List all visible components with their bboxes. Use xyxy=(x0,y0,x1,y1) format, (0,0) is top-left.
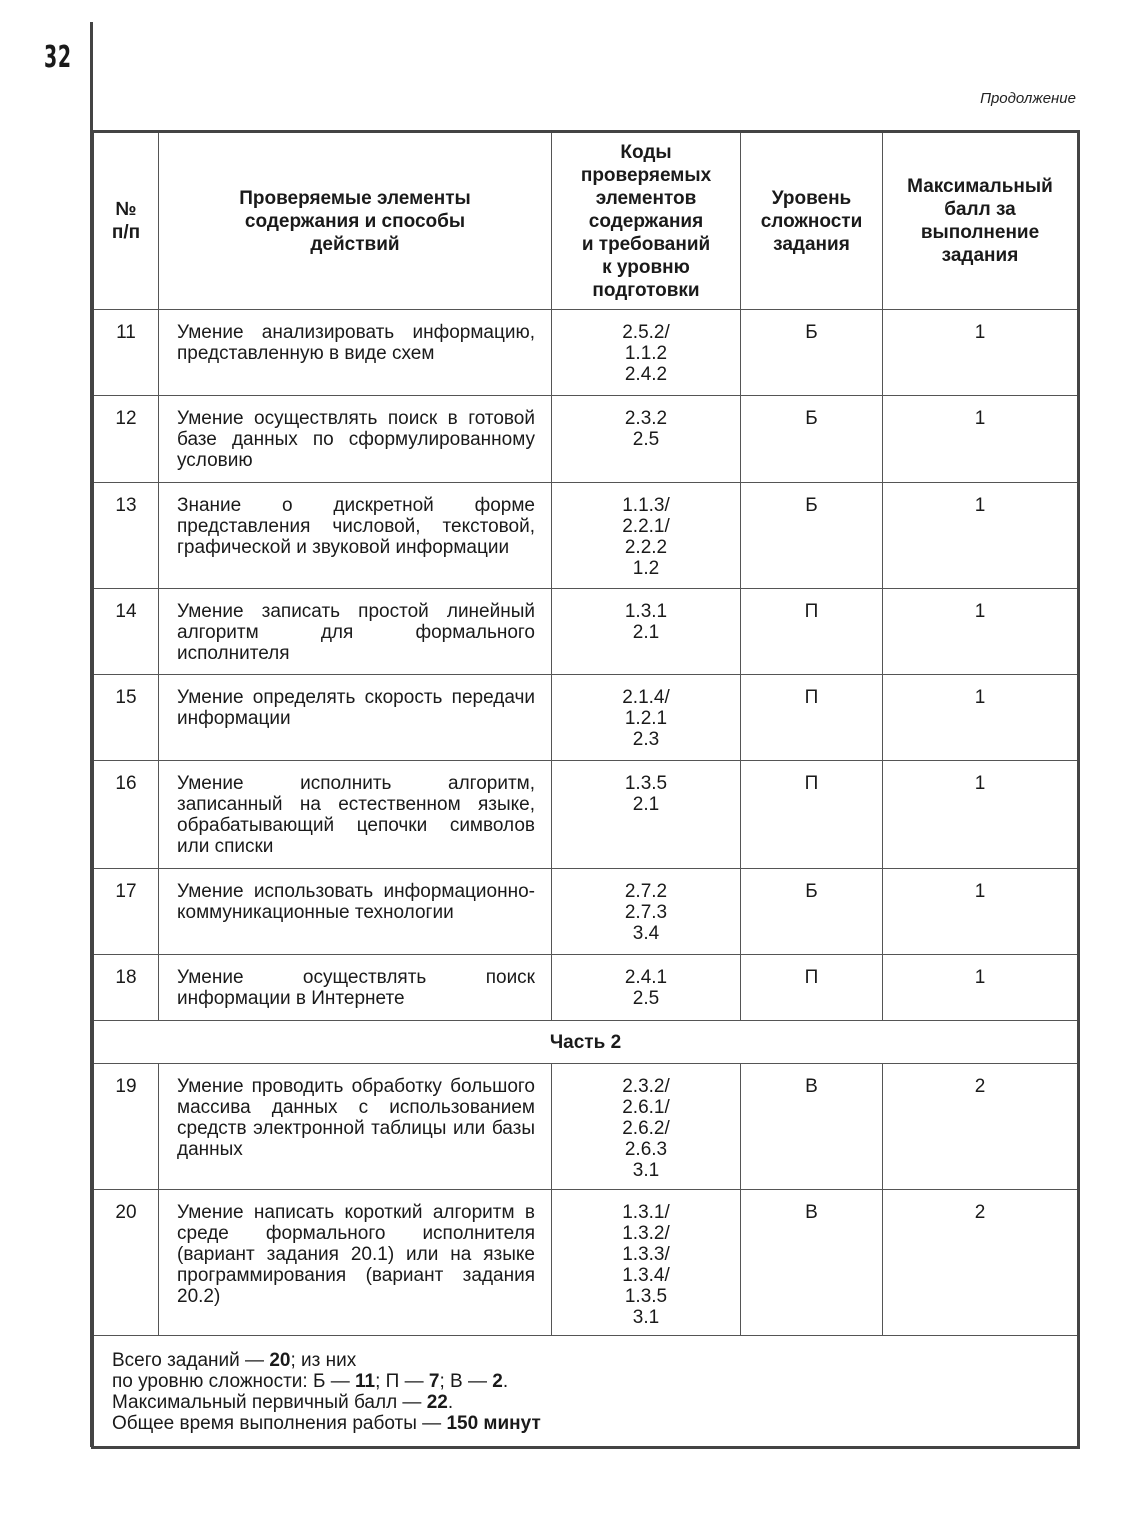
table-row xyxy=(93,589,1079,675)
code-line: 1.3.3/ xyxy=(622,1244,670,1265)
code-line: 1.1.3/ xyxy=(622,495,670,516)
row-level: Б xyxy=(741,396,883,483)
header-elements: Проверяемые элементы содержания и способы действий xyxy=(159,132,552,310)
row-level: Б xyxy=(741,869,883,955)
code-line: 1.3.4/ xyxy=(622,1265,670,1286)
page-number: 32 xyxy=(44,40,72,75)
row-description: Умение написать короткий алгоритм в среде формального исполнителя (вариант задания 20.1) или на языке программирования (вариант задания 20.2) xyxy=(159,1190,552,1336)
code-line: 2.3.2 xyxy=(624,408,668,429)
summary-cell xyxy=(93,1336,1079,1448)
code-line: 2.5 xyxy=(632,429,660,450)
row-codes xyxy=(552,483,741,589)
row-score: 1 xyxy=(883,761,1079,869)
summary-line-levels: по уровню сложности: Б — 11; П — 7; В — 2. xyxy=(112,1371,509,1392)
code-line: 1.3.5 xyxy=(624,1286,668,1307)
code-line: 2.5 xyxy=(632,988,660,1009)
part2-label: Часть 2 xyxy=(93,1021,1079,1064)
code-line: 2.1 xyxy=(632,622,660,643)
table-row xyxy=(93,310,1079,396)
summary-line-max-score: Максимальный первичный балл — 22. xyxy=(112,1392,454,1413)
row-description: Умение анализировать информацию, представленную в виде схем xyxy=(159,310,552,396)
code-line: 1.3.1 xyxy=(624,601,668,622)
header-codes: Коды проверяемых элементов содержания и требований к уровню подготовки xyxy=(552,132,741,310)
code-line: 1.1.2 xyxy=(624,343,668,364)
row-score: 1 xyxy=(883,955,1079,1021)
code-line: 3.1 xyxy=(632,1307,660,1328)
row-codes xyxy=(552,675,741,761)
table-row xyxy=(93,869,1079,955)
code-line: 2.7.3 xyxy=(624,902,668,923)
row-codes xyxy=(552,396,741,483)
code-line: 2.1.4/ xyxy=(622,687,670,708)
table-row xyxy=(93,396,1079,483)
table-row xyxy=(93,955,1079,1021)
code-line: 1.2.1 xyxy=(624,708,668,729)
row-number: 13 xyxy=(93,483,159,589)
code-line: 2.3 xyxy=(632,729,660,750)
specification-table xyxy=(91,130,1080,1449)
header-level: Уровень сложности задания xyxy=(741,132,883,310)
code-line: 1.2 xyxy=(632,558,660,579)
table-row xyxy=(93,1064,1079,1190)
row-level: П xyxy=(741,589,883,675)
row-description: Умение использовать информационно-коммуникационные технологии xyxy=(159,869,552,955)
table-row xyxy=(93,483,1079,589)
row-score: 1 xyxy=(883,675,1079,761)
part2-body xyxy=(93,1064,1079,1336)
part2-row xyxy=(93,1021,1079,1064)
code-line: 1.3.2/ xyxy=(622,1223,670,1244)
code-line: 2.2.2 xyxy=(624,537,668,558)
row-codes xyxy=(552,589,741,675)
code-line: 2.2.1/ xyxy=(622,516,670,537)
row-score: 1 xyxy=(883,483,1079,589)
row-number: 15 xyxy=(93,675,159,761)
code-line: 2.4.1 xyxy=(624,967,668,988)
row-level: П xyxy=(741,955,883,1021)
row-level: П xyxy=(741,761,883,869)
code-line: 2.7.2 xyxy=(624,881,668,902)
row-level: В xyxy=(741,1064,883,1190)
code-line: 2.5.2/ xyxy=(622,322,670,343)
code-line: 1.3.1/ xyxy=(622,1202,670,1223)
code-line: 3.1 xyxy=(632,1160,660,1181)
code-line: 2.6.2/ xyxy=(622,1118,670,1139)
row-score: 2 xyxy=(883,1190,1079,1336)
row-number: 20 xyxy=(93,1190,159,1336)
table-row xyxy=(93,1190,1079,1336)
row-level: Б xyxy=(741,310,883,396)
part1-body xyxy=(93,310,1079,1021)
row-number: 19 xyxy=(93,1064,159,1190)
row-number: 14 xyxy=(93,589,159,675)
code-line: 2.3.2/ xyxy=(622,1076,670,1097)
code-line: 1.3.5 xyxy=(624,773,668,794)
row-description: Умение исполнить алгоритм, записанный на естественном языке, обрабатывающий цепочки символов или списки xyxy=(159,761,552,869)
code-line: 3.4 xyxy=(632,923,660,944)
row-level: В xyxy=(741,1190,883,1336)
row-codes xyxy=(552,869,741,955)
table-row xyxy=(93,761,1079,869)
code-line: 2.4.2 xyxy=(624,364,668,385)
row-score: 1 xyxy=(883,396,1079,483)
row-number: 16 xyxy=(93,761,159,869)
summary-row xyxy=(93,1336,1079,1448)
row-description: Умение проводить обработку большого массива данных с использованием средств электронной таблицы или базы данных xyxy=(159,1064,552,1190)
row-description: Умение записать простой линейный алгоритм для формального исполнителя xyxy=(159,589,552,675)
row-codes xyxy=(552,1064,741,1190)
row-description: Умение определять скорость передачи информации xyxy=(159,675,552,761)
row-number: 17 xyxy=(93,869,159,955)
row-score: 2 xyxy=(883,1064,1079,1190)
table-row xyxy=(93,675,1079,761)
row-score: 1 xyxy=(883,310,1079,396)
continuation-label: Продолжение xyxy=(980,90,1076,107)
header-number: № п/п xyxy=(93,132,159,310)
code-line: 2.1 xyxy=(632,794,660,815)
summary-line-time: Общее время выполнения работы — 150 минут xyxy=(112,1413,541,1434)
row-score: 1 xyxy=(883,869,1079,955)
row-codes xyxy=(552,955,741,1021)
row-codes xyxy=(552,310,741,396)
table-header-row xyxy=(93,132,1079,310)
code-line: 2.6.3 xyxy=(624,1139,668,1160)
row-description: Умение осуществлять поиск информации в Интернете xyxy=(159,955,552,1021)
row-description: Знание о дискретной форме представления числовой, текстовой, графической и звуковой информации xyxy=(159,483,552,589)
row-codes xyxy=(552,761,741,869)
row-description: Умение осуществлять поиск в готовой базе данных по сформулированному условию xyxy=(159,396,552,483)
row-level: П xyxy=(741,675,883,761)
row-number: 12 xyxy=(93,396,159,483)
row-score: 1 xyxy=(883,589,1079,675)
header-max-score: Максимальный балл за выполнение задания xyxy=(883,132,1079,310)
row-codes xyxy=(552,1190,741,1336)
code-line: 2.6.1/ xyxy=(622,1097,670,1118)
row-number: 18 xyxy=(93,955,159,1021)
row-number: 11 xyxy=(93,310,159,396)
row-level: Б xyxy=(741,483,883,589)
summary-line-total: Всего заданий — 20; из них xyxy=(112,1350,357,1371)
